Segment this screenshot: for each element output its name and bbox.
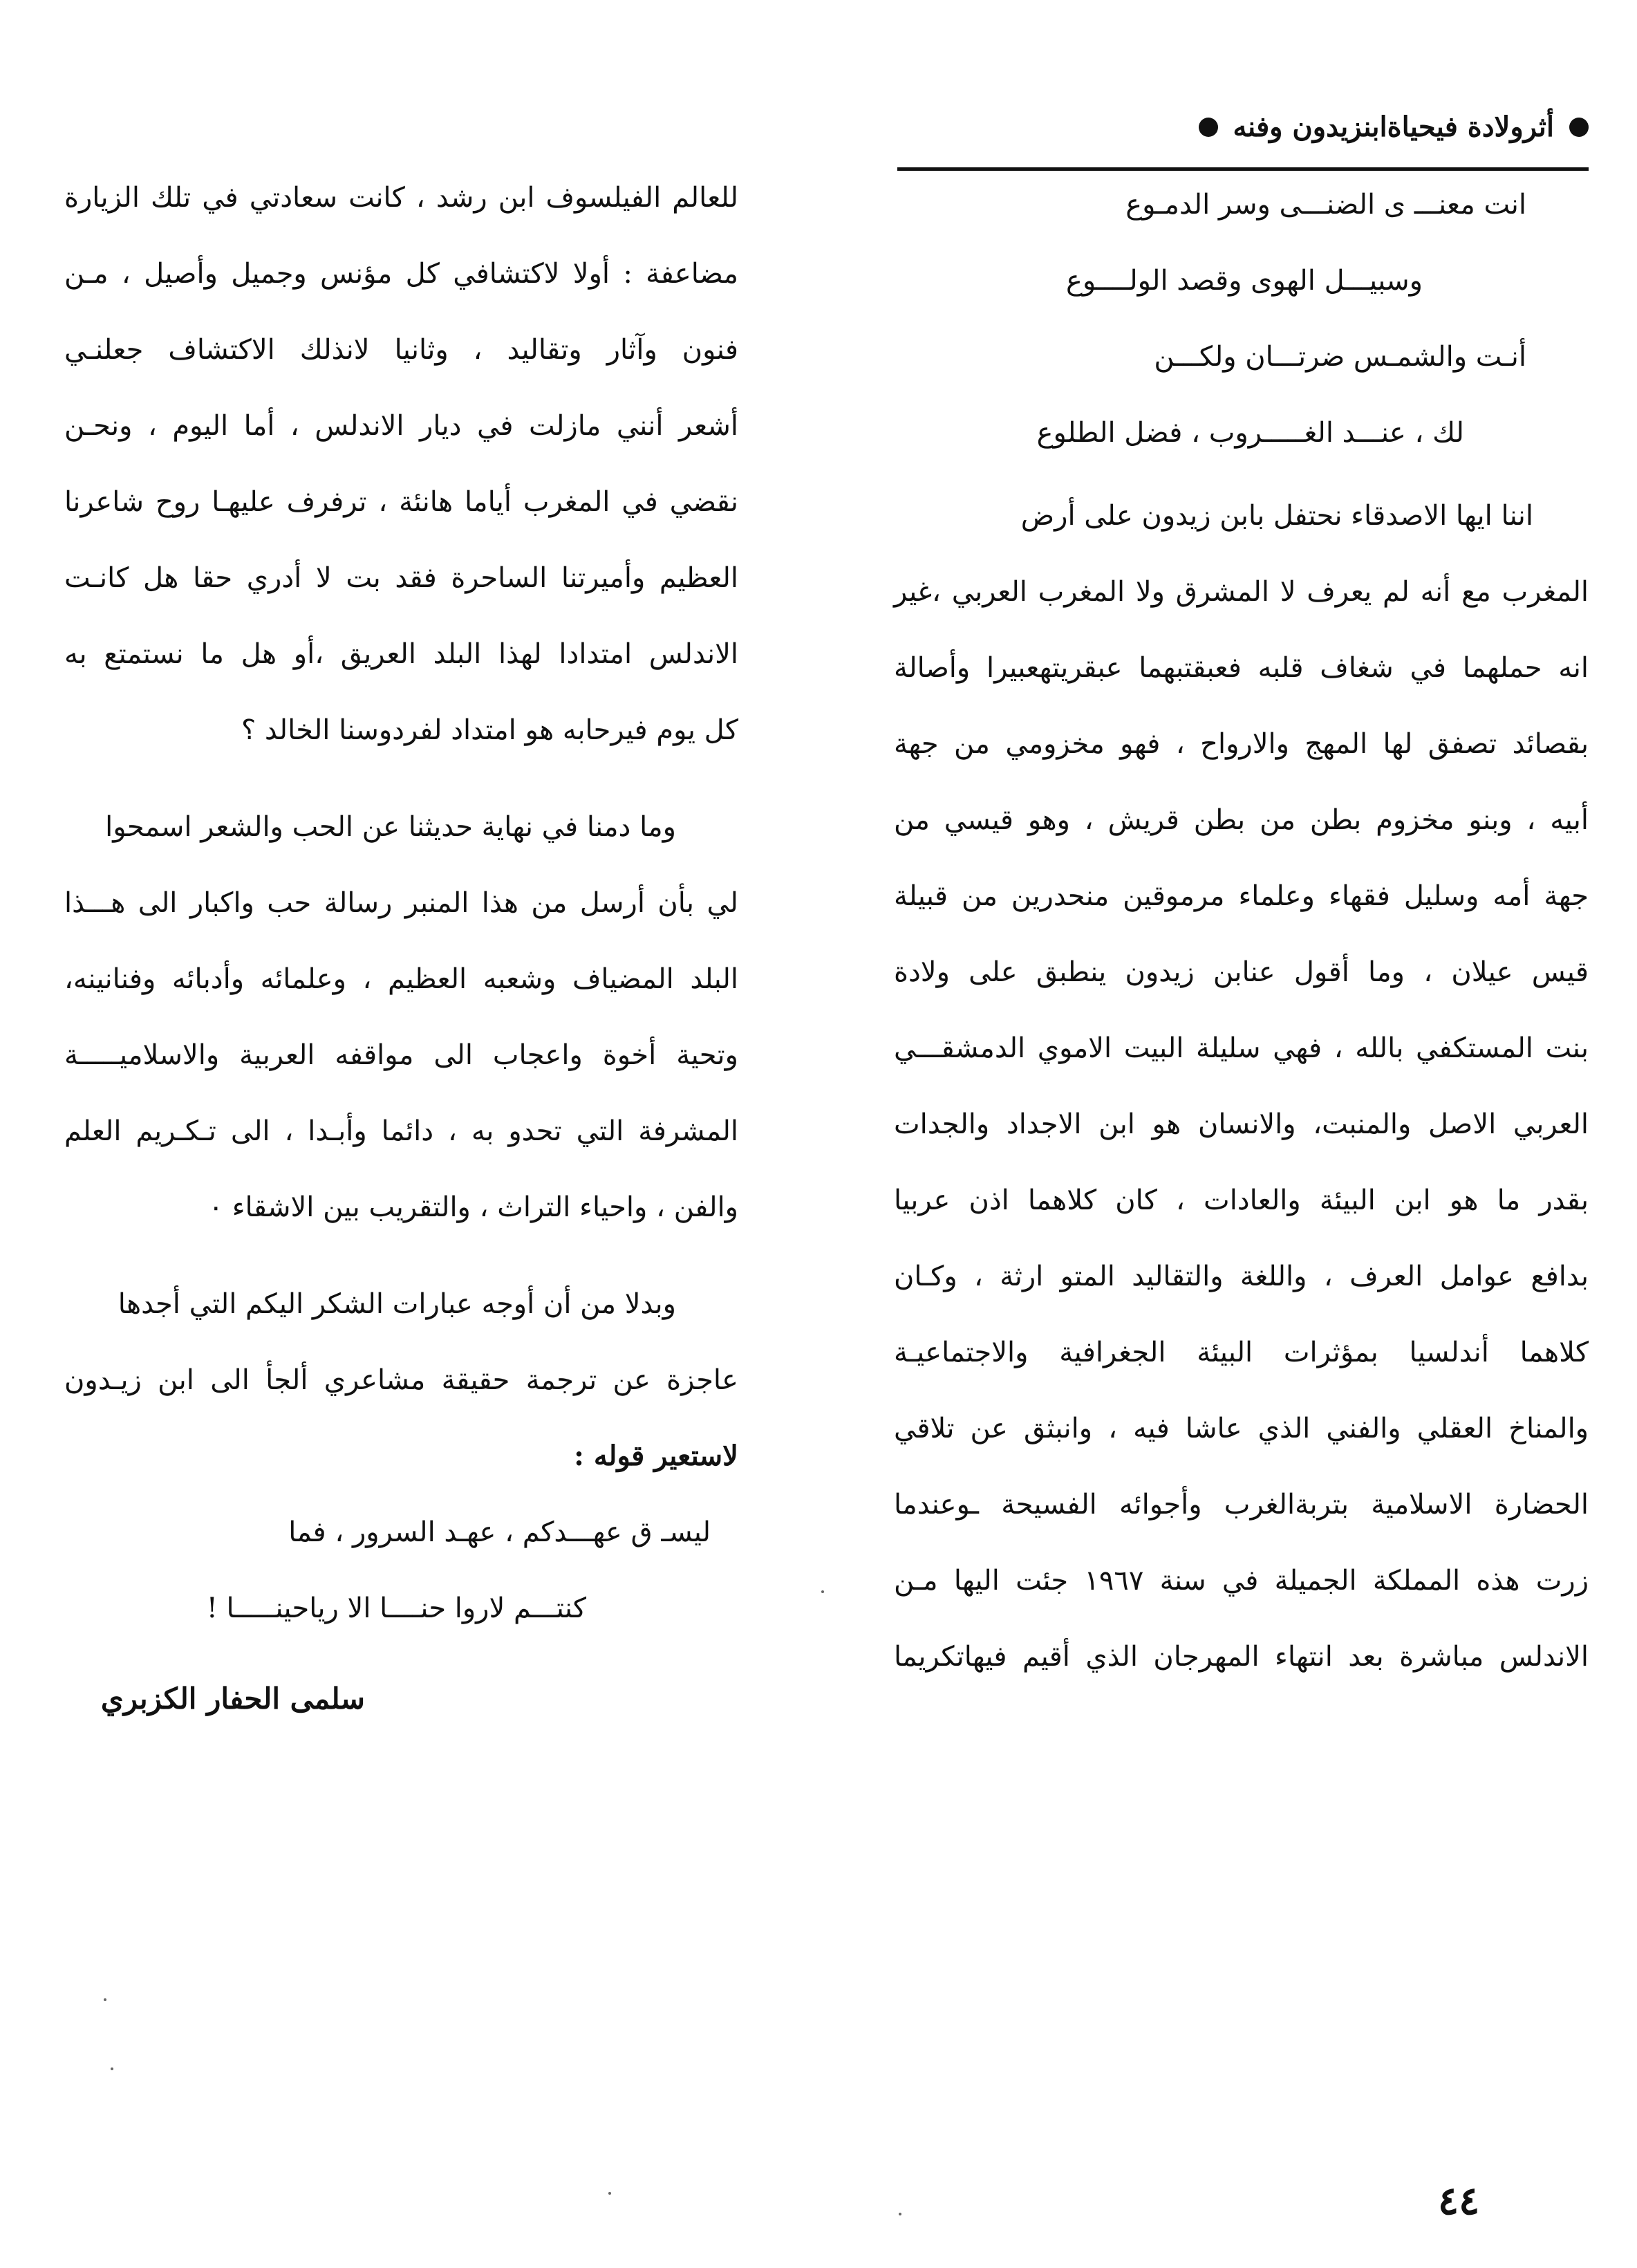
scan-speck <box>104 1998 106 2001</box>
verse-line: ليسـ ق عهـــدكم ، عهـد السرور ، فما <box>288 1516 711 1548</box>
paragraph-line: الاندلس مباشرة بعد انتهاء المهرجان الذي أقيم فيهاتكريما <box>894 1641 1589 1673</box>
paragraph-line: عاجزة عن ترجمة حقيقة مشاعري ألجأ الى ابن زيـدون <box>64 1364 738 1396</box>
header-title: أثرولادة فيحياةابنزيدون وفنه <box>1233 111 1554 143</box>
paragraph-line: العربي الاصل والمنبت، والانسان هو ابن الاجداد والجدات <box>894 1108 1589 1140</box>
paragraph-line: فنون وآثار وتقاليد ، وثانيا لانذلك الاكتشاف جعلنـي <box>64 334 738 366</box>
paragraph-line: بدافع عوامل العرف ، واللغة والتقاليد المتو ارثة ، وكـان <box>894 1261 1589 1292</box>
bullet-icon <box>1569 118 1589 137</box>
verse-line: أنـت والشمـس ضرتـــان ولكـــن <box>1154 341 1526 373</box>
scan-speck <box>899 2213 901 2215</box>
paragraph-line: العظيم وأميرتنا الساحرة فقد بت لا أدري حقا هل كانـت <box>64 562 738 594</box>
paragraph-line: الاندلس امتدادا لهذا البلد العريق ،أو هل ما نستمتع به <box>64 638 739 670</box>
paragraph-line: كل يوم فيرحابه هو امتداد لفردوسنا الخالد ؟ <box>241 714 738 746</box>
scan-speck <box>111 2067 113 2070</box>
paragraph-line: قيس عيلان ، وما أقول عنابن زيدون ينطبق على ولادة <box>894 956 1589 988</box>
scan-speck <box>821 1590 824 1593</box>
verse-line: كنتـــم لاروا حنــــا الا رياحينـــــا ! <box>206 1592 586 1624</box>
verse-line: انت معنـــ ى الضنـــى وسر الدمـوع <box>1125 189 1526 221</box>
paragraph-line: وما دمنا في نهاية حديثنا عن الحب والشعر اسمحوا <box>105 811 676 843</box>
paragraph-line: كلاهما أندلسيا بمؤثرات البيئة الجغرافية والاجتماعيـة <box>894 1337 1589 1368</box>
paragraph-line: للعالم الفيلسوف ابن رشد ، كانت سعادتي في تلك الزيارة <box>64 182 738 214</box>
paragraph-line: المغرب مع أنه لم يعرف لا المشرق ولا المغرب العربي ،غير <box>894 576 1589 608</box>
paragraph-line: وتحية أخوة واعجاب الى مواقفه العربية والاسلاميـــــة <box>64 1039 738 1071</box>
paragraph-line: المشرفة التي تحدو به ، دائما وأبـدا ، الى تـكـريم العلم <box>64 1115 738 1147</box>
page-number: ٤٤ <box>1438 2178 1480 2224</box>
paragraph-line: أشعر أنني مازلت في ديار الاندلس ، أما اليوم ، ونحـن <box>64 410 738 442</box>
verse-line: لك ، عنـــد الغـــــروب ، فضل الطلوع <box>1036 417 1464 449</box>
paragraph-line: بقصائد تصفق لها المهج والارواح ، فهو مخزومي من جهة <box>894 728 1589 760</box>
paragraph-line: اننا ايها الاصدقاء نحتفل بابن زيدون على أرض <box>1020 500 1533 532</box>
paragraph-line: وبدلا من أن أوجه عبارات الشكر اليكم التي أجدها <box>118 1288 676 1320</box>
author-signature: سلمى الحفار الكزبري <box>100 1682 365 1716</box>
paragraph-line: والمناخ العقلي والفني الذي عاشا فيه ، وانبثق عن تلاقي <box>894 1413 1589 1444</box>
paragraph-line: زرت هذه المملكة الجميلة في سنة ١٩٦٧ جئت اليها مـن <box>894 1565 1589 1597</box>
paragraph-line: بنت المستكفي بالله ، فهي سليلة البيت الاموي الدمشقـــي <box>894 1032 1589 1064</box>
scan-speck <box>608 2192 611 2195</box>
paragraph-line: والفن ، واحياء التراث ، والتقريب بين الاشقاء ٠ <box>208 1191 738 1223</box>
paragraph-line: لاستعير قوله : <box>574 1440 738 1472</box>
paragraph-line: نقضي في المغرب أياما هانئة ، ترفرف عليهـا روح شاعرنا <box>64 486 739 518</box>
paragraph-line: مضاعفة : أولا لاكتشافي كل مؤنس وجميل وأصيل ، مـن <box>64 258 738 290</box>
page-header <box>897 111 1589 143</box>
paragraph-line: البلد المضياف وشعبه العظيم ، وعلمائه وأدبائه وفنانينه، <box>64 963 738 995</box>
paragraph-line: بقدر ما هو ابن البيئة والعادات ، كان كلاهما اذن عربيا <box>894 1184 1589 1216</box>
bullet-icon <box>1199 118 1218 137</box>
paragraph-line: أبيه ، وبنو مخزوم بطن من بطن قريش ، وهو قيسي من <box>894 804 1589 836</box>
header-rule <box>897 167 1589 171</box>
paragraph-line: الحضارة الاسلامية بتربةالغرب وأجوائه الفسيحة ـوعندما <box>894 1489 1589 1521</box>
paragraph-line: انه حملهما في شغاف قلبه فعبقتبهما عبقريتهعبيرا وأصالة <box>894 652 1589 684</box>
paragraph-line: لي بأن أرسل من هذا المنبر رسالة حب واكبار الى هـــذا <box>64 887 738 919</box>
paragraph-line: جهة أمه وسليل فقهاء وعلماء مرموقين منحدرين من قبيلة <box>894 880 1589 912</box>
verse-line: وسبيـــل الهوى وقصد الولــــوع <box>1066 265 1423 297</box>
